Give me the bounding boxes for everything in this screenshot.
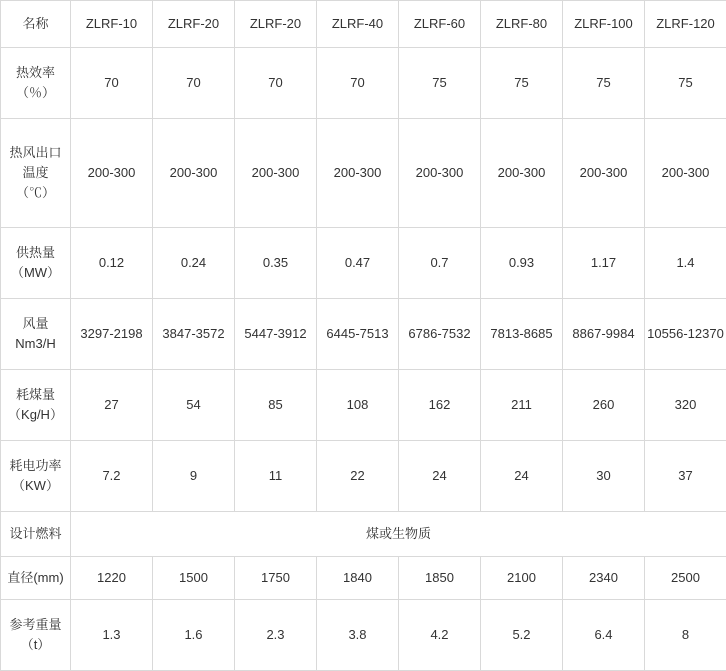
row-label-heat-supply xyxy=(1,228,71,299)
cell-value: 10556-12370 xyxy=(645,299,726,370)
cell-value: 22 xyxy=(317,441,399,512)
column-header-model-5: ZLRF-60 xyxy=(399,1,481,48)
cell-value: 8867-9984 xyxy=(563,299,645,370)
cell-value: 0.12 xyxy=(71,228,153,299)
cell-value: 1.6 xyxy=(153,600,235,671)
cell-value: 5447-3912 xyxy=(235,299,317,370)
row-label-coal-consumption xyxy=(1,370,71,441)
cell-value: 4.2 xyxy=(399,600,481,671)
cell-value: 200-300 xyxy=(563,119,645,228)
cell-value: 5.2 xyxy=(481,600,563,671)
cell-value: 200-300 xyxy=(235,119,317,228)
row-label-diameter xyxy=(1,557,71,600)
cell-value: 200-300 xyxy=(317,119,399,228)
row-label-line: 热效率 xyxy=(3,63,68,83)
cell-value: 0.93 xyxy=(481,228,563,299)
cell-value: 70 xyxy=(71,48,153,119)
column-header-model-7: ZLRF-100 xyxy=(563,1,645,48)
cell-value: 1750 xyxy=(235,557,317,600)
row-label-hot-air-outlet-temperature xyxy=(1,119,71,228)
cell-value: 3297-2198 xyxy=(71,299,153,370)
column-header-model-8: ZLRF-120 xyxy=(645,1,726,48)
cell-value: 8 xyxy=(645,600,726,671)
row-label-line: （℃） xyxy=(3,183,68,203)
cell-value: 260 xyxy=(563,370,645,441)
column-header-name: 名称 xyxy=(1,1,71,48)
row-label-line: Nm3/H xyxy=(3,334,68,354)
row-label-reference-weight xyxy=(1,600,71,671)
table-row xyxy=(1,228,726,299)
row-label-power-consumption xyxy=(1,441,71,512)
cell-value: 1840 xyxy=(317,557,399,600)
cell-value: 2.3 xyxy=(235,600,317,671)
cell-value: 108 xyxy=(317,370,399,441)
cell-value: 1.3 xyxy=(71,600,153,671)
cell-value: 24 xyxy=(399,441,481,512)
row-label-design-fuel xyxy=(1,512,71,557)
cell-value: 3847-3572 xyxy=(153,299,235,370)
cell-value: 70 xyxy=(235,48,317,119)
cell-value: 27 xyxy=(71,370,153,441)
cell-value: 0.7 xyxy=(399,228,481,299)
cell-value: 1500 xyxy=(153,557,235,600)
cell-value: 54 xyxy=(153,370,235,441)
cell-value: 1.17 xyxy=(563,228,645,299)
cell-value: 0.47 xyxy=(317,228,399,299)
cell-value: 200-300 xyxy=(645,119,726,228)
cell-value: 6.4 xyxy=(563,600,645,671)
table-row xyxy=(1,600,726,671)
cell-value: 6445-7513 xyxy=(317,299,399,370)
cell-value: 200-300 xyxy=(153,119,235,228)
cell-value: 0.35 xyxy=(235,228,317,299)
row-label-line: （Kg/H） xyxy=(3,405,68,425)
row-label-line: （KW） xyxy=(3,476,68,496)
cell-value: 211 xyxy=(481,370,563,441)
table-header-row xyxy=(1,1,726,48)
column-header-model-6: ZLRF-80 xyxy=(481,1,563,48)
row-label-line: 耗煤量 xyxy=(3,385,68,405)
table-row xyxy=(1,370,726,441)
row-label-line: （t） xyxy=(3,635,68,655)
row-label-line: （％） xyxy=(3,83,68,103)
table-row xyxy=(1,48,726,119)
cell-value: 85 xyxy=(235,370,317,441)
cell-value: 37 xyxy=(645,441,726,512)
cell-value: 2500 xyxy=(645,557,726,600)
cell-value: 200-300 xyxy=(71,119,153,228)
cell-value-merged: 煤或生物质 xyxy=(71,512,726,557)
row-label-air-volume xyxy=(1,299,71,370)
table-row xyxy=(1,557,726,600)
cell-value: 1220 xyxy=(71,557,153,600)
row-label-line: 直径(mm) xyxy=(3,568,68,588)
cell-value: 75 xyxy=(399,48,481,119)
cell-value: 11 xyxy=(235,441,317,512)
table-row xyxy=(1,119,726,228)
cell-value: 200-300 xyxy=(481,119,563,228)
cell-value: 75 xyxy=(563,48,645,119)
cell-value: 75 xyxy=(645,48,726,119)
cell-value: 2100 xyxy=(481,557,563,600)
column-header-model-3: ZLRF-20 xyxy=(235,1,317,48)
table-row xyxy=(1,512,726,557)
table-row xyxy=(1,441,726,512)
cell-value: 320 xyxy=(645,370,726,441)
cell-value: 200-300 xyxy=(399,119,481,228)
cell-value: 30 xyxy=(563,441,645,512)
row-label-line: （MW） xyxy=(3,263,68,283)
cell-value: 9 xyxy=(153,441,235,512)
cell-value: 70 xyxy=(153,48,235,119)
row-label-line: 温度 xyxy=(3,163,68,183)
cell-value: 1.4 xyxy=(645,228,726,299)
cell-value: 7813-8685 xyxy=(481,299,563,370)
cell-value: 1850 xyxy=(399,557,481,600)
row-label-line: 风量 xyxy=(3,314,68,334)
cell-value: 3.8 xyxy=(317,600,399,671)
cell-value: 162 xyxy=(399,370,481,441)
row-label-line: 参考重量 xyxy=(3,615,68,635)
column-header-model-4: ZLRF-40 xyxy=(317,1,399,48)
cell-value: 7.2 xyxy=(71,441,153,512)
row-label-line: 热风出口 xyxy=(3,143,68,163)
row-label-thermal-efficiency xyxy=(1,48,71,119)
column-header-model-2: ZLRF-20 xyxy=(153,1,235,48)
row-label-line: 设计燃料 xyxy=(3,524,68,544)
column-header-model-1: ZLRF-10 xyxy=(71,1,153,48)
row-label-line: 供热量 xyxy=(3,243,68,263)
table-row xyxy=(1,299,726,370)
cell-value: 0.24 xyxy=(153,228,235,299)
cell-value: 6786-7532 xyxy=(399,299,481,370)
cell-value: 2340 xyxy=(563,557,645,600)
row-label-line: 耗电功率 xyxy=(3,456,68,476)
cell-value: 24 xyxy=(481,441,563,512)
cell-value: 75 xyxy=(481,48,563,119)
cell-value: 70 xyxy=(317,48,399,119)
